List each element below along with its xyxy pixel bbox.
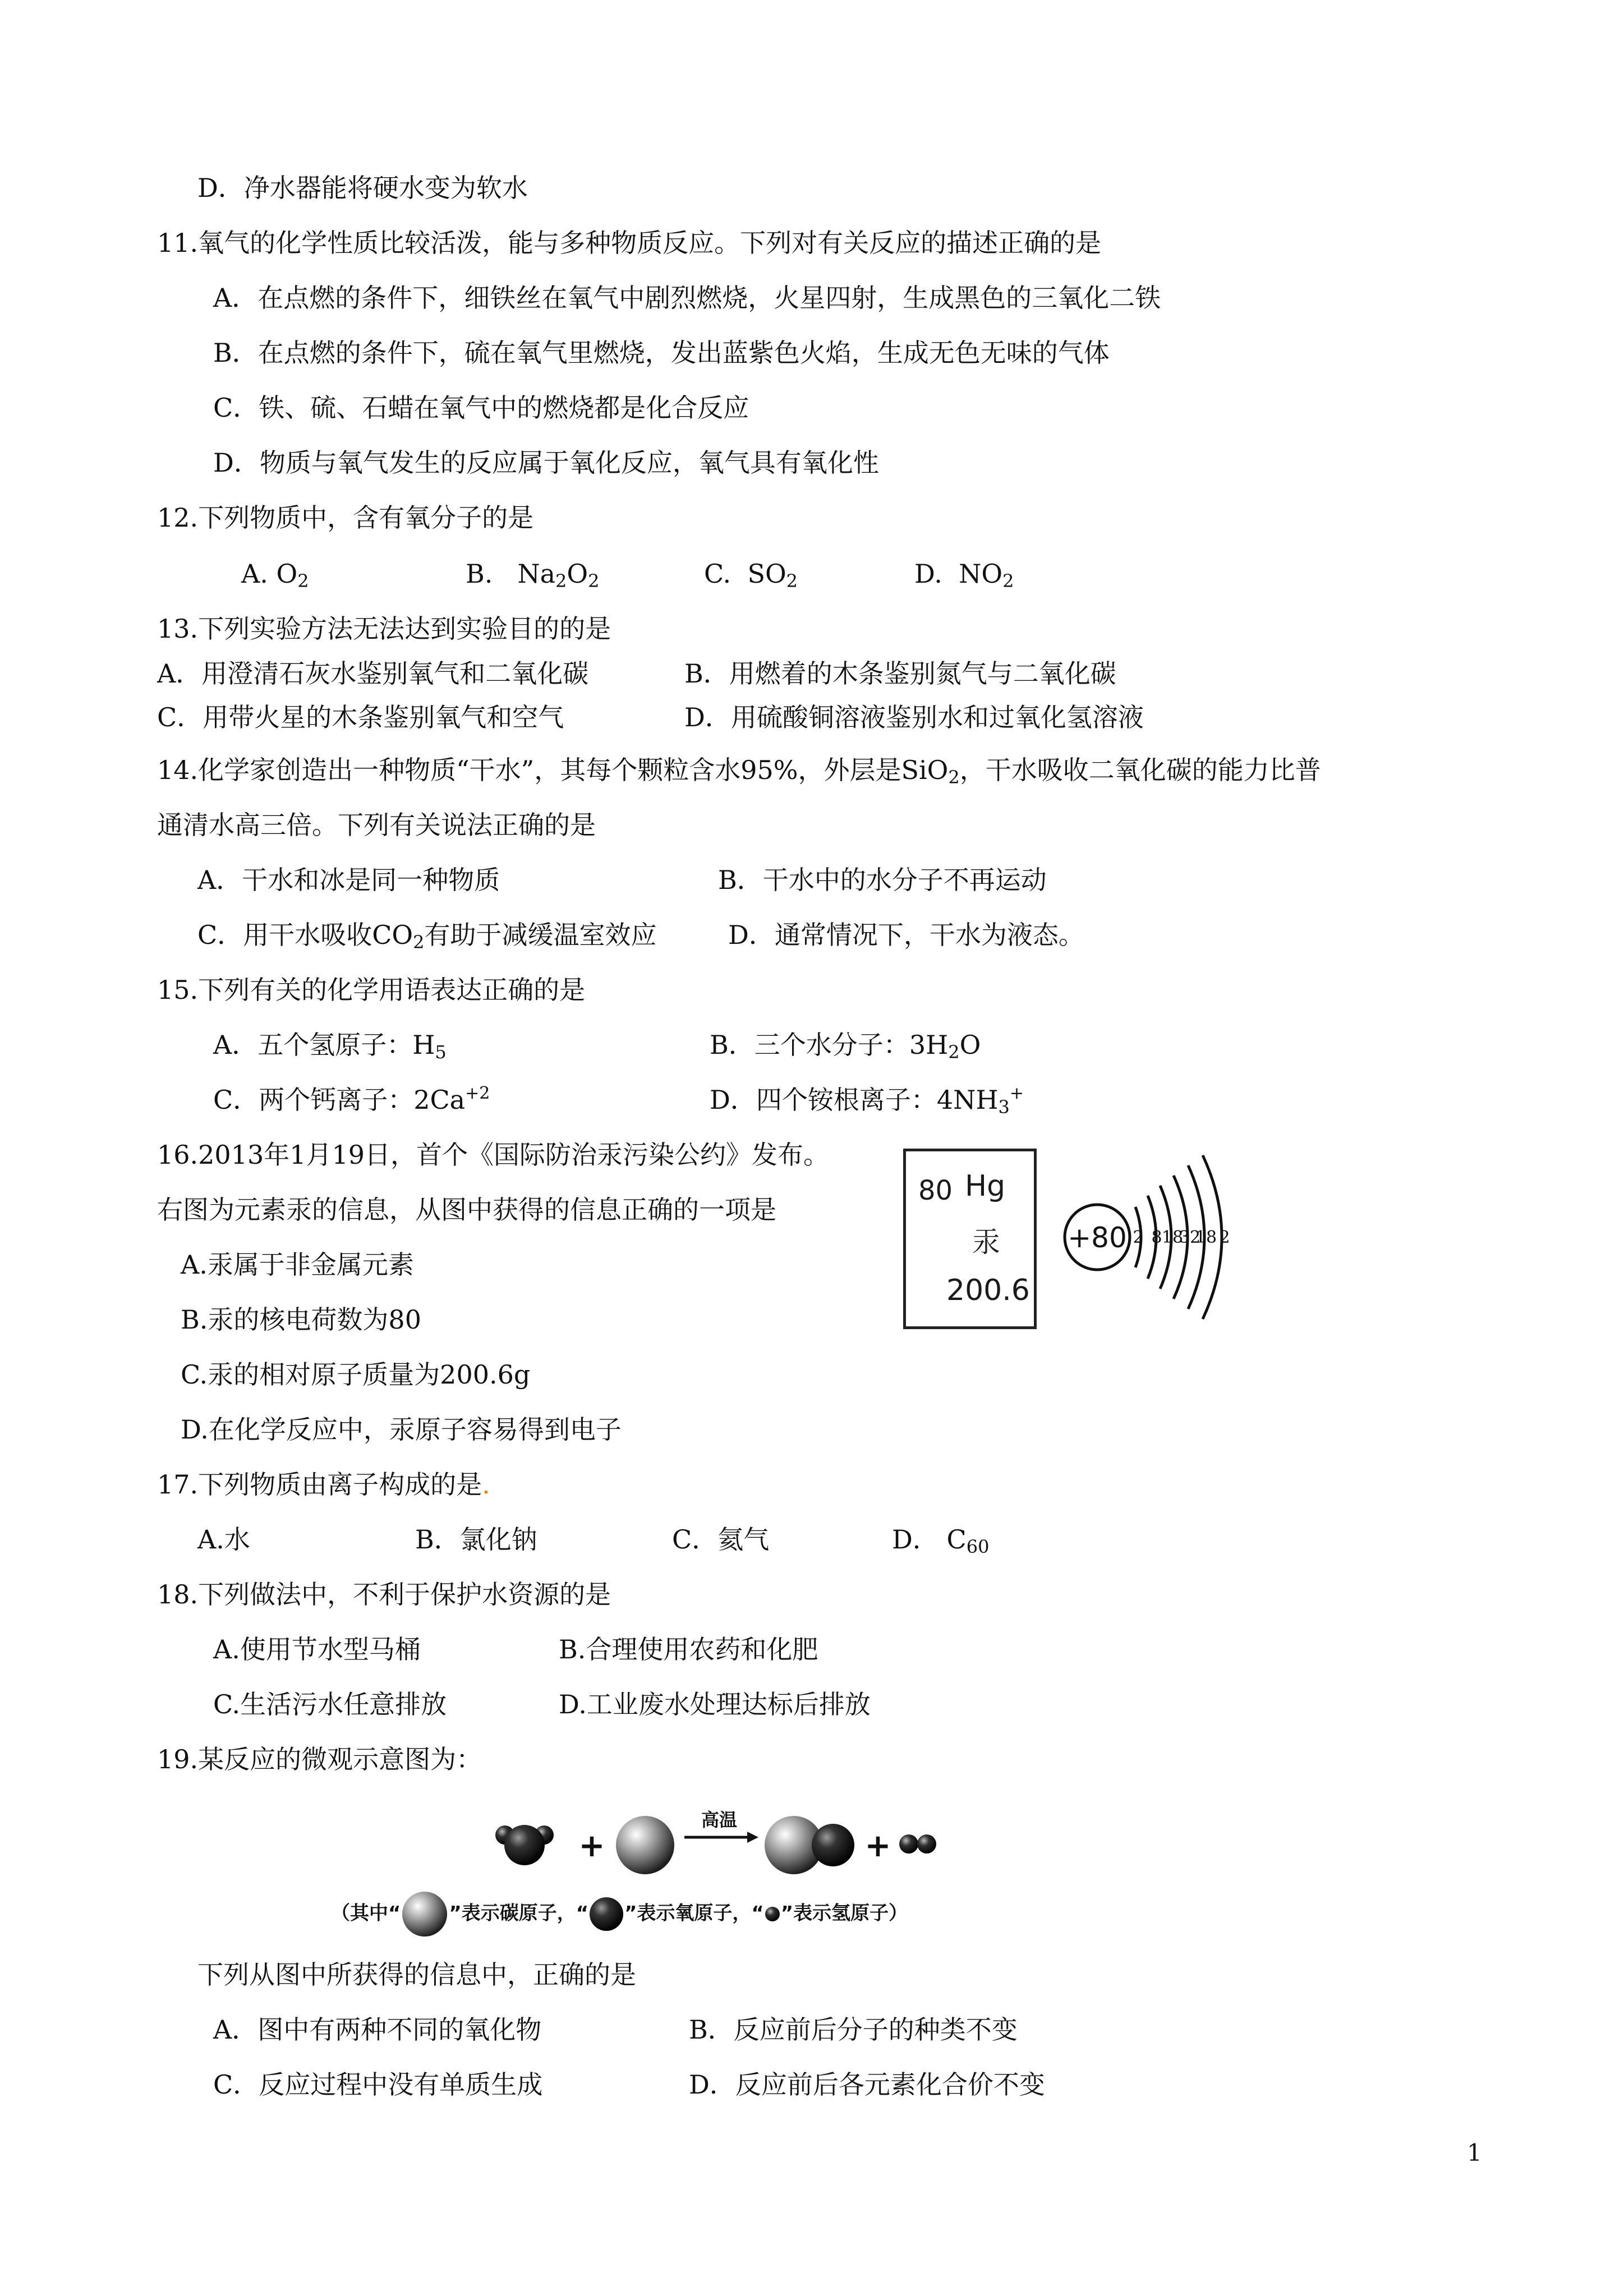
- q12-option-c: C. $SO_2$: [704, 559, 798, 592]
- q18-option-d: D.工业废水处理达标后排放: [559, 1689, 871, 1719]
- q19-option-a: A．图中有两种不同的氧化物: [213, 2014, 542, 2045]
- q14-option-a: A．干水和冰是同一种物质: [197, 865, 500, 895]
- nucleus-charge: +80: [1068, 1221, 1127, 1254]
- shell-count-1: 2: [1133, 1228, 1144, 1247]
- reaction-legend: （其中“ ”表示碳原子，“ ”表示氧原子，“ ”表示氢原子）: [331, 1890, 948, 1938]
- q19-option-b: B．反应前后分子的种类不变: [689, 2014, 1018, 2045]
- q13-stem: 13.下列实验方法无法达到实验目的的是: [157, 614, 611, 644]
- hydrogen-molecule: [899, 1834, 936, 1854]
- reaction-diagram: [488, 1800, 948, 1884]
- q11-option-d: D．物质与氧气发生的反应属于氧化反应，氧气具有氧化性: [213, 448, 879, 478]
- q16-stem-line1: 16.2013年1月19日，首个《国际防治汞污染公约》发布。: [157, 1140, 830, 1170]
- q12-option-b: B. $Na_2O_2$: [466, 559, 600, 592]
- oxygen-legend-icon: [588, 1896, 624, 1932]
- q13-option-b: B．用燃着的木条鉴别氮气与二氧化碳: [684, 658, 1116, 689]
- element-card: [903, 1149, 1037, 1329]
- hydrogen-atom: [917, 1834, 936, 1854]
- q18-option-a: A.使用节水型马桶: [213, 1634, 421, 1665]
- water-molecule: [495, 1825, 554, 1865]
- element-symbol: Hg: [965, 1169, 1006, 1203]
- q12-option-d: D. $NO_2$: [914, 559, 1014, 592]
- q17-option-d: D． $C_{60}$: [892, 1524, 990, 1557]
- q14-stem-line2: 通清水高三倍。下列有关说法正确的是: [157, 810, 596, 840]
- q15-option-d: D．四个铵根离子：$4NH_3^+$: [710, 1084, 1024, 1118]
- plus-sign: +: [578, 1828, 605, 1864]
- q16-option-c: C.汞的相对原子质量为200.6g: [181, 1359, 531, 1390]
- q14-option-d: D．通常情况下，干水为液态。: [728, 920, 1084, 950]
- q17-stem: 17.下列物质由离子构成的是.: [157, 1469, 490, 1500]
- q13-option-c: C．用带火星的木条鉴别氧气和空气: [157, 702, 564, 732]
- element-atomic-number: 80: [918, 1175, 953, 1206]
- q15-option-b: B．三个水分子：$3H_2O$: [710, 1030, 981, 1063]
- oxygen-atom: [504, 1825, 545, 1865]
- q13-option-a: A．用澄清石灰水鉴别氧气和二氧化碳: [157, 658, 589, 689]
- shell-count-2: 8: [1151, 1228, 1162, 1247]
- hydrogen-legend-icon: [764, 1906, 781, 1922]
- q10-option-d: D．净水器能将硬水变为软水: [197, 173, 528, 203]
- q19-stem: 19.某反应的微观示意图为：: [157, 1744, 482, 1774]
- q11-stem: 11.氧气的化学性质比较活泼，能与多种物质反应。下列对有关反应的描述正确的是: [157, 228, 1102, 258]
- q16-option-d: D.在化学反应中，汞原子容易得到电子: [181, 1414, 622, 1445]
- q13-option-d: D．用硫酸铜溶液鉴别水和过氧化氢溶液: [684, 702, 1144, 732]
- q17-option-c: C．氦气: [672, 1524, 770, 1555]
- page-number: 1: [1467, 2139, 1482, 2166]
- q15-option-c: C．两个钙离子：$2Ca^{+2}$: [213, 1084, 490, 1115]
- q15-stem: 15.下列有关的化学用语表达正确的是: [157, 975, 586, 1005]
- element-atomic-mass: 200.6: [946, 1274, 1030, 1307]
- q17-option-b: B．氯化钠: [415, 1524, 537, 1555]
- q11-option-c: C．铁、硫、石蜡在氧气中的燃烧都是化合反应: [213, 393, 749, 423]
- q18-stem: 18.下列做法中，不利于保护水资源的是: [157, 1579, 611, 1610]
- q19-prompt: 下列从图中所获得的信息中，正确的是: [197, 1960, 636, 1990]
- shell-count-5: 18: [1195, 1228, 1217, 1247]
- q12-stem: 12.下列物质中，含有氧分子的是: [157, 502, 534, 533]
- q11-option-b: B．在点燃的条件下，硫在氧气里燃烧，发出蓝紫色火焰，生成无色无味的气体: [213, 338, 1110, 368]
- shell-count-6: 2: [1219, 1228, 1230, 1247]
- plus-sign: +: [864, 1828, 891, 1864]
- q14-option-b: B．干水中的水分子不再运动: [718, 865, 1047, 895]
- q12-option-a: A. $O_2$: [241, 559, 309, 592]
- q18-option-c: C.生活污水任意排放: [213, 1689, 447, 1719]
- q16-stem-line2: 右图为元素汞的信息，从图中获得的信息正确的一项是: [157, 1195, 776, 1225]
- q19-option-d: D．反应前后各元素化合价不变: [689, 2069, 1045, 2100]
- q16-option-a: A.汞属于非金属元素: [181, 1250, 414, 1280]
- reaction-arrow: [684, 1832, 758, 1843]
- q18-option-b: B.合理使用农药和化肥: [559, 1634, 818, 1665]
- q19-option-c: C．反应过程中没有单质生成: [213, 2069, 543, 2100]
- q14-option-c: C．用干水吸收$CO_2$有助于减缓温室效应: [197, 920, 657, 953]
- reaction-condition: 高温: [701, 1809, 738, 1831]
- oxygen-atom: [812, 1824, 854, 1866]
- q15-option-a: A．五个氢原子：$H_5$: [213, 1030, 447, 1063]
- q14-stem-line1: 14.化学家创造出一种物质“干水”，其每个颗粒含水95%，外层是SiO$_2$，干水吸收二氧化碳的能力比普: [157, 755, 1321, 788]
- q11-option-a: A．在点燃的条件下，细铁丝在氧气中剧烈燃烧，火星四射，生成黑色的三氧化二铁: [213, 283, 1161, 313]
- q16-option-b: B.汞的核电荷数为80: [181, 1304, 421, 1335]
- shell-count-3: 18: [1161, 1228, 1184, 1247]
- hydrogen-atom: [899, 1834, 918, 1854]
- shell-count-4: 32: [1179, 1228, 1201, 1247]
- q17-option-a: A.水: [197, 1524, 250, 1555]
- atom-structure-diagram: [1055, 1144, 1251, 1329]
- carbon-monoxide-molecule: [765, 1816, 854, 1874]
- carbon-atom: [616, 1816, 674, 1874]
- element-name: 汞: [972, 1226, 1000, 1258]
- carbon-legend-icon: [401, 1890, 449, 1938]
